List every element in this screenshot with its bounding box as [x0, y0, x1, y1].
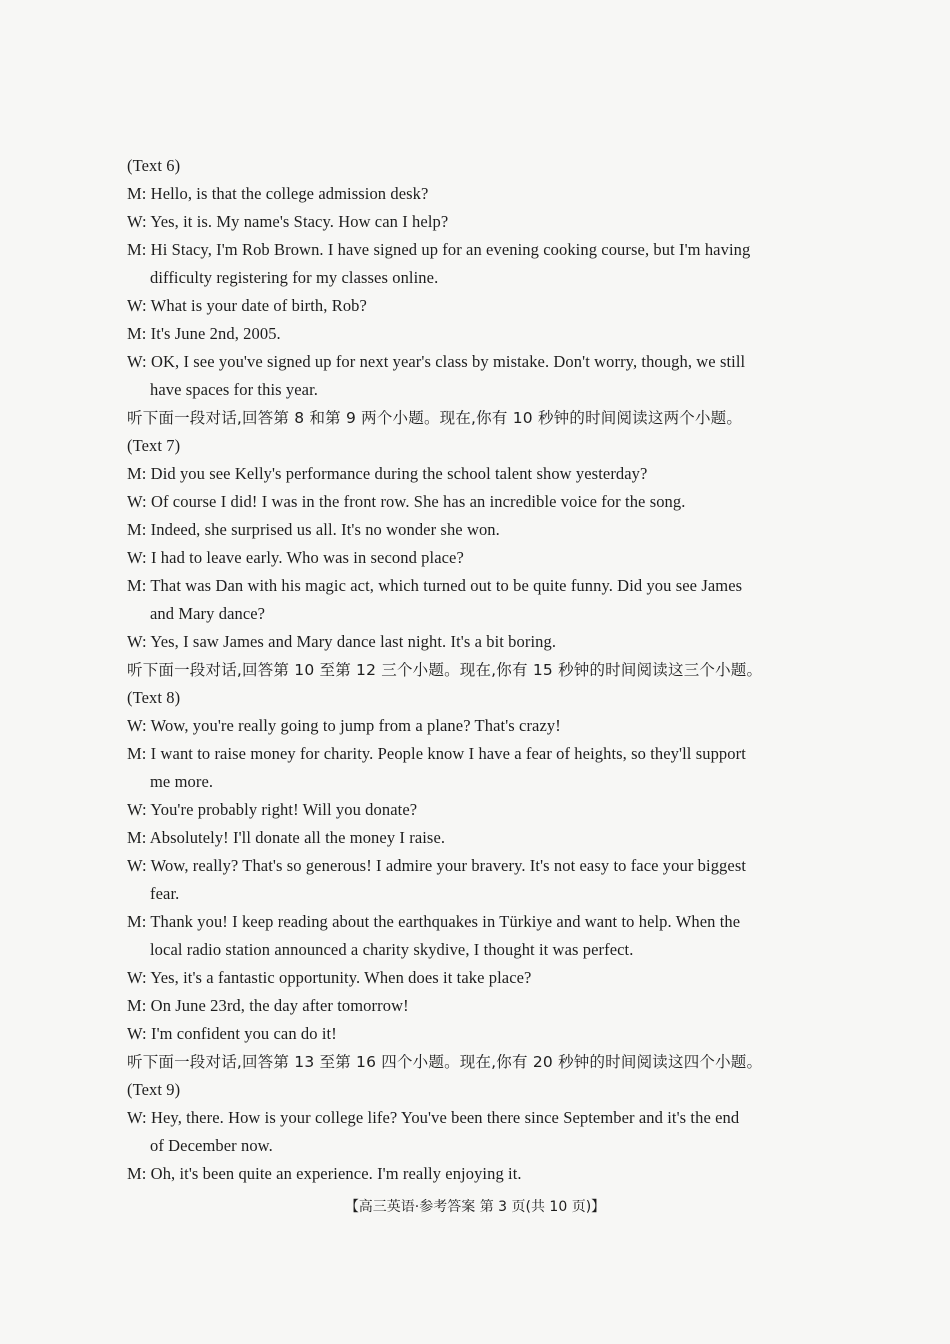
listening-instruction: 听下面一段对话,回答第 10 至第 12 三个小题。现在,你有 15 秒钟的时间阅读这三个小题。 [127, 661, 763, 679]
text-section-title: (Text 7) [127, 436, 181, 455]
dialogue-line: M: That was Dan with his magic act, which turned out to be quite funny. Did you see James [127, 576, 743, 595]
dialogue-line: M: Thank you! I keep reading about the earthquakes in Türkiye and want to help. When the [127, 912, 741, 931]
dialogue-line: W: I'm confident you can do it! [127, 1024, 337, 1043]
dialogue-line-continuation: of December now. [150, 1136, 273, 1155]
dialogue-line-continuation: fear. [150, 884, 180, 903]
transcript-body [127, 152, 827, 1188]
dialogue-line: W: Wow, really? That's so generous! I admire your bravery. It's not easy to face your biggest [127, 856, 747, 875]
listening-instruction: 听下面一段对话,回答第 8 和第 9 两个小题。现在,你有 10 秒钟的时间阅读这两个小题。 [127, 409, 743, 427]
dialogue-line: W: Yes, it is. My name's Stacy. How can I help? [127, 212, 449, 231]
dialogue-line: M: Oh, it's been quite an experience. I'm really enjoying it. [127, 1164, 522, 1183]
dialogue-line: W: Hey, there. How is your college life? You've been there since September and it's the end [127, 1108, 740, 1127]
dialogue-line: W: What is your date of birth, Rob? [127, 296, 367, 315]
dialogue-line-continuation: local radio station announced a charity skydive, I thought it was perfect. [150, 940, 634, 959]
dialogue-line: W: Wow, you're really going to jump from a plane? That's crazy! [127, 716, 561, 735]
text-section-title: (Text 9) [127, 1080, 181, 1099]
dialogue-line: W: OK, I see you've signed up for next year's class by mistake. Don't worry, though, we still [127, 352, 746, 371]
dialogue-line-continuation: difficulty registering for my classes online. [150, 268, 439, 287]
dialogue-line: M: Hello, is that the college admission desk? [127, 184, 429, 203]
page-footer: 【高三英语·参考答案 第 3 页(共 10 页)】 [344, 1199, 606, 1215]
dialogue-line: W: You're probably right! Will you donate? [127, 800, 418, 819]
dialogue-line: M: Did you see Kelly's performance during the school talent show yesterday? [127, 464, 648, 483]
dialogue-line: W: I had to leave early. Who was in second place? [127, 548, 464, 567]
dialogue-line: W: Yes, it's a fantastic opportunity. When does it take place? [127, 968, 532, 987]
dialogue-line-continuation: me more. [150, 772, 214, 791]
dialogue-line: M: Absolutely! I'll donate all the money I raise. [127, 828, 446, 847]
dialogue-line: M: On June 23rd, the day after tomorrow! [127, 996, 409, 1015]
dialogue-line: M: Indeed, she surprised us all. It's no wonder she won. [127, 520, 500, 539]
text-section-title: (Text 8) [127, 688, 181, 707]
text-section-title: (Text 6) [127, 156, 181, 175]
dialogue-line: M: It's June 2nd, 2005. [127, 324, 281, 343]
dialogue-line: M: I want to raise money for charity. People know I have a fear of heights, so they'll support [127, 744, 746, 763]
listening-instruction: 听下面一段对话,回答第 13 至第 16 四个小题。现在,你有 20 秒钟的时间阅读这四个小题。 [127, 1053, 763, 1071]
dialogue-line: M: Hi Stacy, I'm Rob Brown. I have signed up for an evening cooking course, but I'm having [127, 240, 751, 259]
dialogue-line-continuation: have spaces for this year. [150, 380, 318, 399]
dialogue-line-continuation: and Mary dance? [150, 604, 266, 623]
dialogue-line: W: Yes, I saw James and Mary dance last night. It's a bit boring. [127, 632, 557, 651]
dialogue-line: W: Of course I did! I was in the front row. She has an incredible voice for the song. [127, 492, 686, 511]
